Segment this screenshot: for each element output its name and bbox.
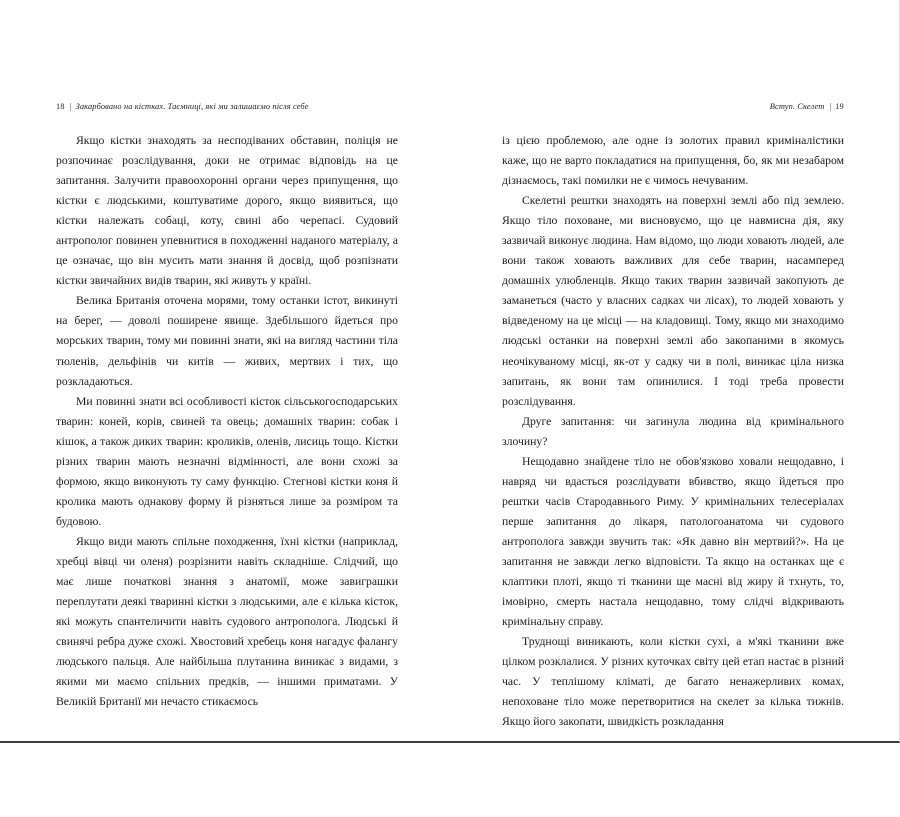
folio-right: 19 — [835, 102, 844, 111]
paragraph: Нещодавно знайдене тіло не обов'язково ховали нещодавно, і навряд чи вдасться розслідувати вбивство, якщо йдеться про рештки часів Стародавнього Риму. У кримінальних телесеріалах перше запитання до лікаря, патологоанатома чи судового антрополога завжди звучить так: «Як давно він мертвий?». На це запитання не завжди легко відповісти. Та якщо на останках ще є клаптики плоті, якщо ті тканини ще масні від жиру й тхнуть, то, імовірно, смерть настала нещодавно, тому слідчі відкривають кримінальну справу. — [502, 454, 844, 629]
running-head-right — [502, 100, 844, 114]
paragraph: Друге запитання: чи загинула людина від кримінального злочину? — [502, 414, 844, 448]
body-column-right — [502, 131, 844, 732]
running-title-right: Вступ. Скелет — [769, 102, 825, 111]
paragraph: Якщо види мають спільне походження, їхні кістки (наприклад, хребці вівці чи оленя) розрізнити навіть складніше. Слідчий, що має лише початкові знання з анатомії, може завиграшки переплутати деякі тваринні кістки з людськими, але є кілька кісток, які можуть спантеличити навіть судового антрополога. Людські й свинячі ребра дуже схожі. Хвостовий хребець коня нагадує фалангу людського пальця. Але найбільша плутанина виникає з видами, з якими ми маємо спільних предків, — іншими приматами. У Великій Британії ми нечасто стикаємось — [56, 534, 398, 709]
page-left — [0, 0, 450, 743]
paragraph: Ми повинні знати всі особливості кісток сільськогосподарських тварин: коней, корів, свиней та овець; домашніх тварин: собак і кішок, а також диких тварин: кроликів, оленів, лисиць тощо. Кістки різних тварин мають незначні відмінності, але вони схожі за формою, якщо виконують ту саму функцію. Стегнові кістки коня й кролика мають однакову форму й різняться лише за розміром та будовою. — [56, 394, 398, 528]
running-head-separator-left: | — [69, 102, 72, 111]
paragraph: Труднощі виникають, коли кістки сухі, а м'які тканини вже цілком розклалися. У різних куточках світу цей етап настає в різний час. У теплішому кліматі, де багато ненажерливих комах, непоховане тіло може перетворитися на скелет за кілька тижнів. Якщо його закопати, швидкість розкладання — [502, 635, 844, 729]
running-head-separator-right: | — [829, 102, 832, 111]
page-right — [450, 0, 900, 743]
paragraph: із цією проблемою, але одне із золотих правил криміналістики каже, що не варто покладатися на припущення, бо, як ми незабаром дізнаємось, такі помилки не є чимось нечуваним. — [502, 134, 844, 188]
running-title-left: Закарбовано на кістках. Таємниці, які ми залишаємо після себе — [75, 102, 309, 111]
running-head-left — [56, 100, 398, 114]
body-column-left — [56, 131, 398, 712]
paragraph: Скелетні рештки знаходять на поверхні землі або під землею. Якщо тіло поховане, ми висновуємо, що це навмисна дія, яку зазвичай виконує людина. Нам відомо, що люди ховають людей, але вони також ховають важливих для себе тварин, насамперед домашніх улюбленців. Якщо таких тварин зазвичай закопують де заманеться (часто у власних садках чи лісах), то людей ховають у відведеному на це місці — на кладовищі. Тому, якщо ми знаходимо людські останки на поверхні землі або закопаними в якомусь неочікуваному місці, як-от у садку чи в полі, виникає ціла низка запитань, як вони там опинилися. І тоді треба провести розслідування. — [502, 194, 844, 408]
folio-left: 18 — [56, 102, 65, 111]
paragraph: Велика Британія оточена морями, тому останки істот, викинуті на берег, — доволі поширене явище. Здебільшого йдеться про морських тварин, тому ми повинні знати, які на вигляд частини тіла тюленів, дельфінів чи китів — живих, мертвих і тих, що розкладаються. — [56, 294, 398, 388]
paragraph: Якщо кістки знаходять за несподіваних обставин, поліція не розпочинає розслідування, доки не отримає відповідь на це запитання. Залучити правоохоронні органи через припущення, що кістки є людськими, коштуватиме дорого, якщо виявиться, що кістки належать собаці, коту, свині або черепасі. Судовий антрополог повинен упевнитися в походженні наданого матеріалу, а це означає, що він мусить мати знання й досвід, щоб розпізнати кістки звичайних видів тварин, які живуть у країні. — [56, 134, 398, 288]
